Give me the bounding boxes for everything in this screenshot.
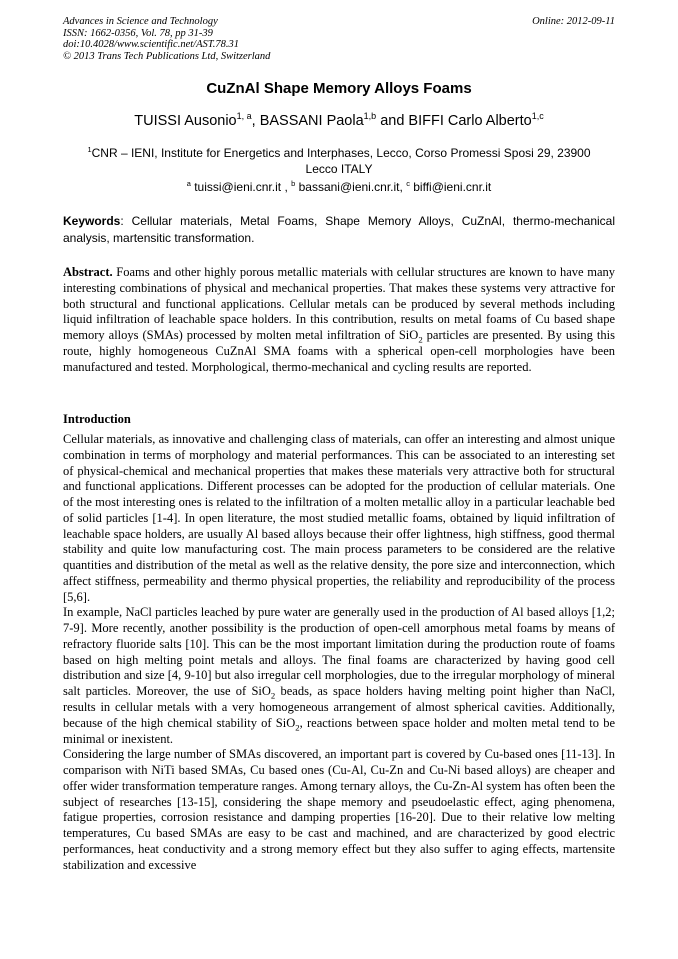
keywords (63, 213, 615, 246)
author-affil-mark: 1,c (531, 111, 544, 122)
abstract-label: Abstract. (63, 265, 113, 279)
paragraph-text: In example, NaCl particles leached by pure water are generally used in the production of Al based alloys [1,2; 7-9]. More recently, another possibility is the production of open-cell amorphous metal foams by means of refractory fluoride salts [10]. This can be the most important limitation during the production route of foams based on high melting point metals and alloys. The final foams are characterized by having good cell distribution and size [4, 9-10] but also irregular cell morphologies, due to the irregular morphology of mineral salt particles. Moreover, the use of SiO (63, 605, 615, 699)
paragraph: Considering the large number of SMAs discovered, an important part is covered by Cu-based ones [11-13]. In comparison with NiTi based SMAs, Cu based ones (Cu-Al, Cu-Zn and Cu-Ni based alloys) are cheaper and offer wider transformation temperature ranges. Among ternary alloys, the Cu-Zn-Al system has often been the subject of researches [13-15], considering the shape memory and pseudoelastic effect, aging phenomena, fatigue properties, corrosion resistance and damping properties [16-20]. Due to their relative low melting temperatures, Cu based SMAs are easy to be cast and machined, and are characterized by good electric performances, heat conductivity and a strong memory effect but they also suffer to aging effects, martensite stabilization and excessive (63, 747, 615, 872)
email-mark: b (291, 179, 296, 188)
author-separator: and (376, 113, 409, 129)
email-mark: c (406, 179, 410, 188)
abstract-paragraph (63, 265, 615, 376)
paragraph-text: beads, as space holders having melting point higher than NaCl, results in cellular metals with a very homogeneous arrangement of almost spherical cavities. Additionally, because of the high chemical stability of SiO (63, 684, 615, 730)
section-heading-introduction: Introduction (63, 412, 131, 426)
author-affil-mark: 1, a (236, 111, 252, 122)
author-separator: , (251, 113, 260, 129)
paragraph-text: , reactions between space holder and molten metal tend to be minimal or inexistent. (63, 715, 615, 746)
online-date: Online: 2012-09-11 (532, 16, 615, 27)
abstract (63, 265, 615, 376)
journal-name: Advances in Science and Technology (63, 16, 218, 27)
email-link[interactable]: tuissi@ieni.cnr.it (194, 180, 282, 194)
introduction-body (63, 432, 615, 873)
author-name: TUISSI Ausonio (134, 113, 237, 129)
running-header (63, 16, 270, 62)
paragraph (63, 605, 615, 747)
email-separator: , (281, 180, 292, 194)
keywords-text: : Cellular materials, Metal Foams, Shape Memory Alloys, CuZnAl, thermo-mechanical analysis, martensitic transformation. (63, 214, 615, 245)
issn-line: ISSN: 1662-0356, Vol. 78, pp 31-39 (63, 27, 213, 39)
author-affil-mark: 1,b (363, 111, 377, 122)
author-list (0, 113, 678, 129)
paragraph: Cellular materials, as innovative and challenging class of materials, can offer an interesting and almost unique combination in terms of morphology and material performances. This can be associated to an interesting set of physical-chemical and mechanical properties that makes these materials very attractive both for structural and functional applications. Different processes can be adopted for the production of cellular materials. One of the most interesting ones is related to the infiltration of a molten metallic alloy in a particular leachable bed of solid particles [1-4]. In open literature, the most studied metallic foams, obtained by liquid infiltration of leachable space holders, are usually Al based alloys because their offer lightness, high stiffness, good thermal stability and quite low manufacturing cost. The main process parameters to be considered are the relative quantities and distribution of the metal as well as the relative density, the pore size and interconnection, which affect stiffness, permeability and thermo physical properties, the reliability and reproducibility of the process [5,6]. (63, 432, 615, 604)
subscript: 2 (270, 690, 276, 701)
email-list (0, 180, 678, 194)
affiliation-mark: 1 (87, 145, 92, 154)
abstract-text: Foams and other highly porous metallic materials with cellular structures are known to have many interesting combinations of physical and mechanical properties. That makes these systems very attractive for both structural and functional applications. Cellular metals can be produced by several methods including liquid infiltration of leachable space holders. In this contribution, results on metal foams of Cu based shape memory alloys (SMAs) processed by molten metal infiltration of SiO (63, 265, 615, 343)
copyright-line: © 2013 Trans Tech Publications Ltd, Switzerland (63, 50, 271, 62)
author-name: BASSANI Paola (259, 113, 364, 129)
keywords-label: Keywords (63, 214, 121, 228)
affiliation-text: CNR – IENI, Institute for Energetics and Interphases, Lecco, Corso Promessi Sposi 29, 23900 Lecco ITALY (91, 146, 591, 176)
email-mark: a (186, 179, 191, 188)
email-separator: , (399, 180, 407, 194)
abstract-text: particles are presented. By using this route, highly homogeneous CuZnAl SMA foams with a spherical open-cell morphologies have been manufactured and tested. Morphological, thermo-mechanical and cycling results are reported. (63, 328, 615, 374)
doi-line: doi:10.4028/www.scientific.net/AST.78.31 (63, 39, 240, 50)
email-link[interactable]: biffi@ieni.cnr.it (413, 180, 492, 194)
subscript: 2 (295, 722, 300, 733)
author-name: BIFFI Carlo Alberto (408, 113, 532, 129)
subscript: 2 (418, 334, 423, 345)
email-link[interactable]: bassani@ieni.cnr.it (298, 180, 400, 194)
paper-title: CuZnAl Shape Memory Alloys Foams (206, 80, 472, 97)
affiliation (70, 145, 608, 177)
